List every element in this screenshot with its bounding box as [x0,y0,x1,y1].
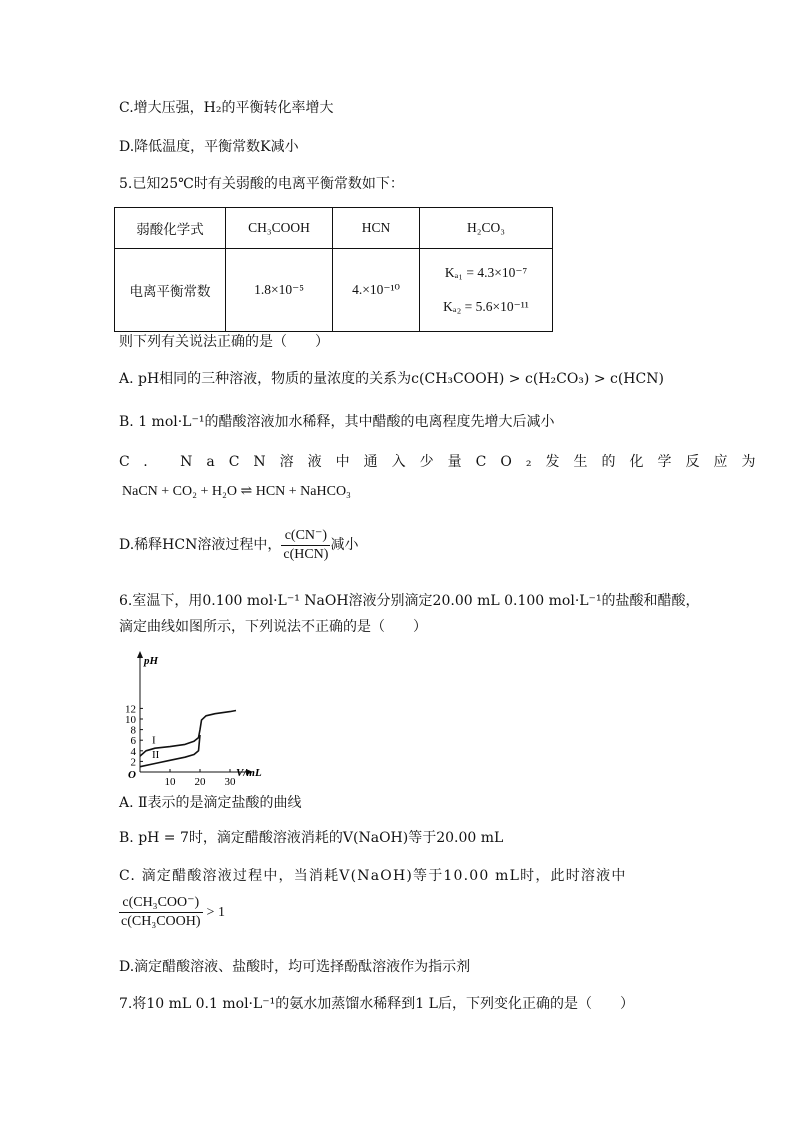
y-tick-label: 2 [130,756,136,769]
q6-option-c-suffix: > 1 [206,905,225,920]
table-header-hcn: HCN [333,208,420,249]
q5-option-d [119,526,358,564]
origin-label: O [128,769,136,781]
q5-stem: 5.已知25℃时有关弱酸的电离平衡常数如下： [119,176,404,192]
q5-option-c-line1: C. NaCN溶液中通入少量CO₂发生的化学反应为 [119,454,770,470]
curve-ii [140,735,200,767]
table-cell-ka-h2co3 [420,249,553,332]
q6-option-b: B. pH = 7时，滴定醋酸溶液消耗的V(NaOH)等于20.00 mL [119,830,504,846]
q5-option-d-prefix: D.稀释HCN溶液过程中， [119,537,282,553]
ionization-constant-table [114,207,553,332]
curve-label-ii: II [152,749,160,762]
q5-option-c-equation: NaCN + CO₂ + H₂O ⇌ HCN + NaHCO₃ [122,484,351,499]
y-tick-label: 12 [125,703,136,716]
q6-option-a: A. Ⅱ表示的是滴定盐酸的曲线 [119,795,302,811]
q5-option-a: A. pH相同的三种溶液，物质的量浓度的关系为c(CH₃COOH) > c(H₂CO₃) > c(HCN) [119,371,664,387]
y-axis-label: pH [144,655,159,667]
q6-option-c-fraction [119,894,203,931]
q7-stem: 7.将10 mL 0.1 mol·L⁻¹的氨水加蒸馏水稀释到1 L后，下列变化正确的是（ ） [119,996,634,1012]
ka2-value: Kₐ₂ = 5.6×10⁻¹¹ [443,299,529,314]
q6-stem-line2: 滴定曲线如图所示，下列说法不正确的是（ ） [119,619,427,635]
x-tick-label: 30 [224,776,236,788]
fraction-denominator: c(HCN) [283,546,329,562]
q5-option-b: B. 1 mol·L⁻¹的醋酸溶液加水稀释，其中醋酸的电离程度先增大后减小 [119,414,555,430]
y-tick-label: 6 [130,735,136,748]
y-tick-label: 10 [125,714,136,726]
fraction-numerator: c(CH₃COO⁻) [119,894,203,913]
fraction-numerator: c(CN⁻) [281,527,330,546]
table-header-formula: 弱酸化学式 [115,208,226,249]
curve-label-i: I [152,734,156,747]
q6-option-d: D.滴定醋酸溶液、盐酸时，均可选择酚酞溶液作为指示剂 [119,959,471,975]
x-axis-label: V/mL [236,767,262,779]
q6-stem-line1: 6.室温下，用0.100 mol·L⁻¹ NaOH溶液分别滴定20.00 mL 0.100 mol·L⁻¹的盐酸和醋酸， [119,593,700,609]
q6-option-c-line1: C. 滴定醋酸溶液过程中，当消耗V(NaOH)等于10.00 mL时，此时溶液中 [119,868,627,884]
x-tick-label: 20 [194,776,206,788]
table-header-ch3cooh: CH₃COOH [226,208,333,249]
y-axis-arrow [137,651,143,658]
table-row-label: 电离平衡常数 [115,249,226,332]
ka1-value: Kₐ₁ = 4.3×10⁻⁷ [444,265,528,280]
q5-question: 则下列有关说法正确的是（ ） [119,334,329,350]
fraction-denominator: c(CH₃COOH) [121,913,201,929]
y-tick-label: 8 [130,724,136,737]
q4-option-d: D.降低温度，平衡常数K减小 [119,139,299,155]
q4-option-c: C.增大压强，H₂的平衡转化率增大 [119,100,334,116]
q5-option-d-suffix: 减小 [330,537,359,553]
table-header-h2co3: H₂CO₃ [420,208,553,249]
y-tick-label: 4 [130,745,136,758]
q6-option-c-line2 [119,892,225,933]
q5-option-d-fraction [281,527,330,564]
table-cell-ka-hcn: 4.×10⁻¹⁰ [333,249,420,332]
titration-chart [114,648,274,788]
table-cell-ka-ch3cooh: 1.8×10⁻⁵ [226,249,333,332]
x-tick-label: 10 [164,776,176,788]
